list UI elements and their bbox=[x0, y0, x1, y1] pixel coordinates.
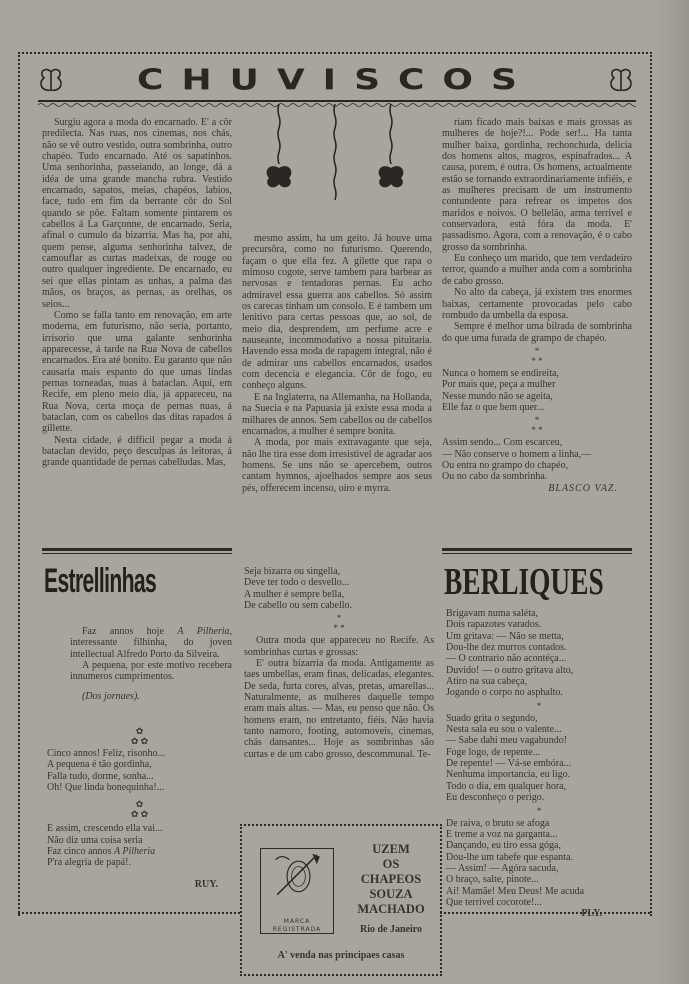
verse bbox=[47, 823, 232, 868]
paragraph: E' outra bizarria da moda. Antigamente as taes umbellas, eram finas, delicadas, elegantes. De seda, furta cores, alvas, pretas, amarellas... Naturalmente, as mulheres daquelle tempo eram mais altas. — Mas, eu penso que não. Os homens eram, no entretanto, fiéis. Não havia tanto namoro, footing, automoveis, cinemas, chás dansantes... Hoje as sombrinhas são curtas e de um cabo grosso, descommunal. Te- bbox=[244, 658, 434, 760]
hat-advertisement bbox=[240, 824, 442, 976]
bottom-border-left bbox=[18, 912, 240, 914]
ad-footer: A' venda nas principaes casas bbox=[277, 950, 405, 961]
paragraph: E na Inglaterra, na Allemanha, na Hollanda, na Suecia e na Papuasia já existe essa moda a milhares de annos. Sem cabellos ou de cabellos encarnados, a mulher é sempre bonita. bbox=[242, 391, 432, 437]
author-signature: RUY. bbox=[194, 878, 218, 890]
berliques-title: BERLIQUES bbox=[444, 561, 604, 603]
flower-asterism-icon: ✿ ✿ ✿ bbox=[130, 799, 149, 820]
ad-city: Rio de Janeiro bbox=[359, 924, 423, 935]
asterism: * * * bbox=[333, 613, 345, 634]
paragraph: Como se falla tanto em renovação, em arte moderna, em futurismo, não seria, portanto, irrisorio que uma galante senhorinha apparecesse, á tarde na Rua Nova de cabellos encarnados. Era até bonito. Eu garanto que não causaria mais espanto do que umas lindas pernas torneadas, nuas á bataclan. Aqui, em Recife, em pleno meio dia, já appareceu, na Rua Nova, certa moça de pernas nuas, á bataclan, com os cabellos das ditas rapados á gillette. bbox=[42, 309, 232, 435]
asterism: * * * bbox=[531, 415, 543, 436]
italic-name: A Pilheria bbox=[113, 846, 156, 858]
clover-ornament-icon bbox=[606, 66, 636, 94]
chuviscos-column-2-lower bbox=[244, 566, 434, 760]
estrellinhas-verses bbox=[47, 724, 232, 890]
paragraph: A pequena, por este motivo recebera innumeros cumprimentos. bbox=[70, 660, 232, 683]
clover-ornament-icon bbox=[36, 66, 66, 94]
brand-logo bbox=[260, 848, 334, 934]
source-note: (Dos jornaes). bbox=[82, 690, 140, 702]
section-divider bbox=[42, 548, 232, 551]
paragraph: No alto da cabeça, já existem tres enormes baixas, certamente provocadas pelo cabo rombudo da umbella da esposa. bbox=[442, 287, 632, 321]
paragraph: Outra moda que appareceu no Recife. As sombrinhas curtas e grossas: bbox=[244, 635, 434, 658]
estrellinhas-body bbox=[70, 626, 232, 702]
paragraph: Nesta cidade, é difficil pegar a moda á bataclan devido, peço desculpas ás leitoras, á grande quantidade de pernas cabelludas. Mas, bbox=[42, 434, 232, 469]
paragraph: A moda, por mais extravagante que seja, não lhe tira esse dom irresistivel de agradar aos homens. Se uns não se apercebem, outros cantam hymnos, ajoelhados sempre aos seus pés, offerecem incenso, oiro e myrra. bbox=[242, 437, 432, 494]
paragraph: Surgiu agora a moda do encarnado. E' a côr predilecta. Nas ruas, nos cinemas, nos chás, não se vê outro vestido, outra sombrinha, outro chapéo. Tudo encarnado. Até os sapatinhos. Uma senhorinha, passeiando, ao longe, dá a idéa de uma grande mancha rubra. Vestido encarnado, sapatos, meias, chapéos, labios, face, tudo em fim da berrante côr do Sol quando se põe. Faltam somente pintarem os cabellos á La Garçonne, de encarnado. Seria, afinal o cumulo da bizarria. Mas ha, por ahi, quem pense, alguma senhorinha talvez, de camouflar as curtas madeixas, de rouge ou outro qualquer ingrediente. De encarnado, eu sei que ellas pintam as unhas, a palma das mãos, os braços, as pernas, as orelhas, os seios... bbox=[42, 117, 232, 310]
paragraph: riam ficado mais baixas e mais grossas as mulheres de hoje?!... Pode ser!... Ha tanta mulher baixa, gordinha, rechonchuda, delicia dos homens altos, magros, espinafrados... A causa, porem, é outra. Os homens, actualmente estão se tornando extraordinariamente infiéis, e as mulheres precisam de um instrumento contundente para refrear os impetos dos maridos e noivos. O bellelão, arma terrivel e conservadora, está fóra da moda. E' passadismo. Agora, com a renovação, é o cabo grosso da sombrinha. bbox=[442, 117, 632, 253]
asterism: * bbox=[536, 700, 542, 711]
logo-caption: MARCA REGISTRADA bbox=[272, 918, 322, 933]
paragraph bbox=[70, 626, 232, 660]
section-divider bbox=[442, 548, 632, 551]
author-signature: PLY. bbox=[581, 908, 602, 920]
paragraph: Eu conheço um marido, que tem verdadeiro terror, quando a mulher anda com a sombrinha de cabo grosso. bbox=[442, 253, 632, 287]
paragraph: mesmo assim, ha um geito. Já houve uma precursôra, como no futurismo. Querendo, façam o que ella fez. A gilette que rapa o mimoso cogote, serve tambem para barbear as nervosas e tentadoras pernas. Eu acho admiravel essa guerra aos cabellos. Só assim os carecas tinham um consolo. E é tambem um lenitivo para certas pessoas que, ao sol, de meio dia, desprendem, um perfume acre e nauseante, incommodativo a nossa pituitaria. Havendo essa moda de rapagem integral, não é de admirar uns cabellos encarnados, usados com decencia e elegancia. Côr de fogo, eu conheço alguns. bbox=[242, 233, 432, 392]
verse: Brigavam numa saléta, Dois rapazotes varados. Um gritava: — Não se metta, Dou-lhe dez murros contados. — O contrario não acontéça... Duvido! — o outro gritava alto, Atiro na sua cabeça, Jogando o corpo no asphalto. bbox=[446, 608, 574, 699]
text: Faz annos hoje bbox=[82, 626, 178, 637]
verse: Seja bizarra ou singella, Deve ter todo o desvello... A mulher é sempre bella, De cabello ou sem cabello. bbox=[244, 566, 353, 612]
page-edge bbox=[655, 0, 689, 984]
estrellinhas-title: Estrellinhas bbox=[44, 562, 157, 600]
ad-headline: UZEM OS CHAPEOS SOUZA MACHADO bbox=[357, 842, 425, 916]
chuviscos-column-3 bbox=[442, 117, 632, 494]
author-signature: BLASCO VAZ. bbox=[548, 482, 618, 494]
verse: Assim sendo... Com escarceu, — Não conserve o homem a linha,— Ou entra no grampo do chapéo, Ou no cabo da sombrinha. bbox=[442, 437, 592, 483]
text: P'ra alegria de papá!. bbox=[47, 857, 131, 869]
chuviscos-column-1 bbox=[42, 117, 232, 469]
hanging-ornament-icon bbox=[255, 104, 415, 204]
asterism: * * * bbox=[531, 345, 543, 366]
crest-logo-icon bbox=[261, 849, 333, 913]
verse: Nunca o homem se endireita, Por mais que, peça a mulher Nesse mundo não se ageita, Elle faz o que bem quer... bbox=[442, 367, 559, 413]
verse: Suado grita o segundo, Nesta sala eu sou o valente... — Sabe dahi meu vagabundo! Foge logo, de repente... De repente! — Vá-se embóra... Nenhuma importancia, eu ligo. Todo o dia, em qualquer hora, Eu desconheço o perigo. bbox=[446, 712, 572, 804]
chuviscos-column-2 bbox=[242, 233, 432, 494]
text: interessante filhinha, do joven intellectual Alfredo Porto da Silveira. bbox=[70, 637, 232, 660]
berliques-body bbox=[446, 608, 632, 920]
verse: Cinco annos! Feliz, risonho... A pequena é tão gordinha, Falla tudo, dorme, sonha... Oh! Que linda bonequinha!... bbox=[47, 748, 166, 794]
italic-name: A Pilheria, bbox=[177, 626, 232, 637]
section-header bbox=[36, 60, 636, 100]
page-title: CHUVISCOS bbox=[137, 64, 535, 96]
verse: De raiva, o bruto se afoga E treme a voz na garganta... Dançando, eu tiro essa góga, Dou-lhe um tabefe que espanta. — Assim! — Agóra sacuda, O braço, salte, pinote... Ai! Mamãe! Meu Deus! Me acuda Que terrivel cocorote!... bbox=[446, 817, 585, 908]
flower-asterism-icon: ✿ ✿ ✿ bbox=[130, 726, 149, 746]
text: E assim, crescendo ella vai... Não diz uma coisa seria Faz cinco annos bbox=[47, 823, 163, 858]
asterism: * bbox=[536, 805, 542, 816]
paragraph: Sempre é melhor uma bilrada de sombrinha do que uma furada de grampo de chapéo. bbox=[442, 321, 632, 344]
